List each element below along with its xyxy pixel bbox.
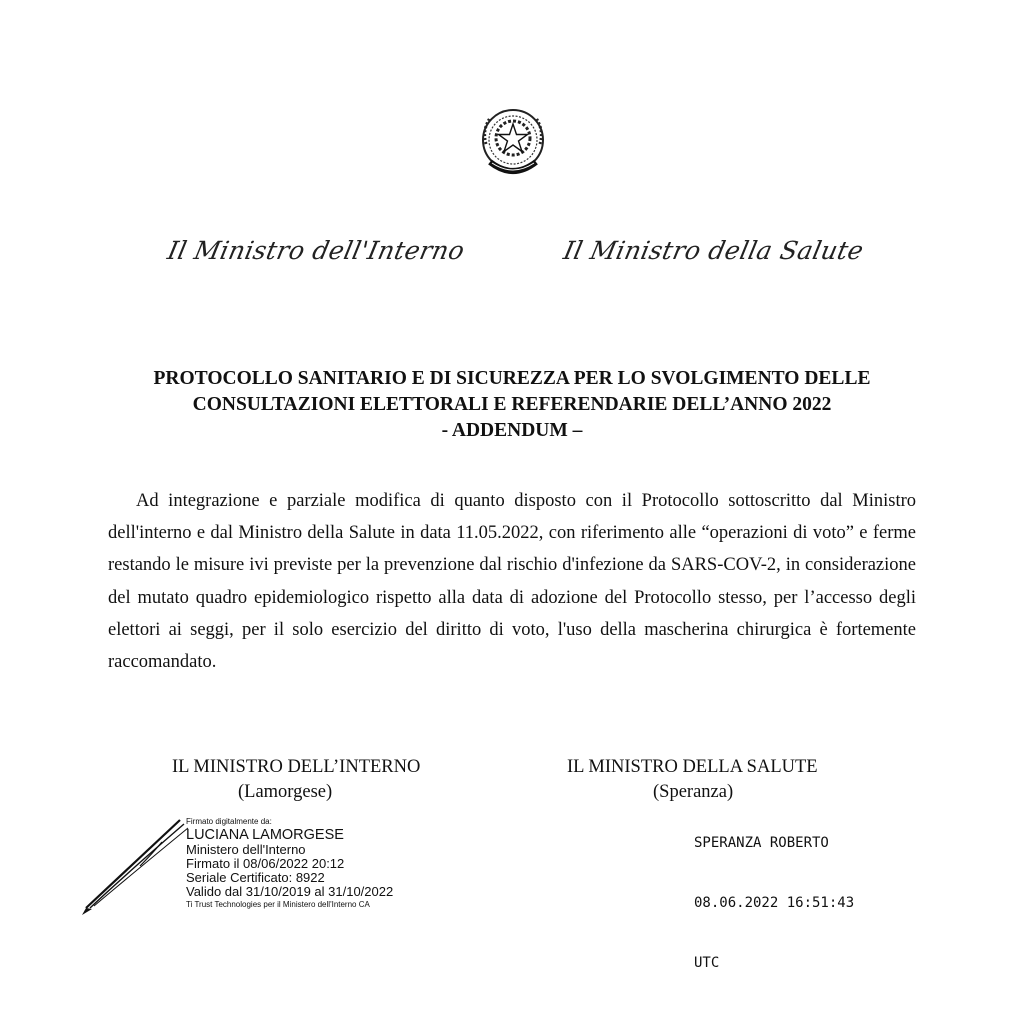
document-title <box>40 366 984 444</box>
signature-left-title: IL MINISTRO DELL’INTERNO <box>172 757 421 777</box>
title-line-1: PROTOCOLLO SANITARIO E DI SICUREZZA PER LO SVOLGIMENTO DELLE <box>153 368 871 389</box>
digital-signature-block-left <box>186 816 393 910</box>
digital-signature-stamp-right <box>694 793 854 993</box>
dsig-signer: LUCIANA LAMORGESE <box>186 827 344 843</box>
signature-left-name: (Lamorgese) <box>238 782 333 802</box>
heading-ministro-salute: Il Ministro della Salute <box>560 236 867 265</box>
dsig-header: Firmato digitalmente da: <box>186 817 272 826</box>
heading-ministro-interno: Il Ministro dell'Interno <box>164 236 468 265</box>
dsig-org: Ministero dell'Interno <box>186 842 306 857</box>
dsig-validity: Valido dal 31/10/2019 al 31/10/2022 <box>186 884 394 899</box>
dsig-signed: Firmato il 08/06/2022 20:12 <box>186 856 345 871</box>
title-line-3: - ADDENDUM – <box>441 420 583 441</box>
italian-republic-emblem-icon <box>472 100 554 182</box>
title-line-2: CONSULTAZIONI ELETTORALI E REFERENDARIE DELL’ANNO 2022 <box>192 394 832 415</box>
stamp-line-3: UTC <box>694 955 720 971</box>
signature-right-title: IL MINISTRO DELLA SALUTE <box>567 757 818 777</box>
pen-signature-icon <box>80 816 200 916</box>
body-paragraph: Ad integrazione e parziale modifica di quanto disposto con il Protocollo sottoscritto dal Ministro dell'interno e dal Ministro della Salute in data 11.05.2022, con riferimento alle “operazioni di voto” e ferme restando le misure ivi previste per la prevenzione dal rischio d'infezione da SARS-COV-2, in considerazione del mutato quadro epidemiologico rispetto alla data di adozione del Protocollo stesso, per l’accesso degli elettori ai seggi, per il solo esercizio del diritto di voto, l'uso della mascherina chirurgica è fortemente raccomandato. <box>108 491 916 673</box>
stamp-line-1: SPERANZA ROBERTO <box>694 835 829 851</box>
signature-right-name: (Speranza) <box>653 782 734 802</box>
stamp-line-2: 08.06.2022 16:51:43 <box>694 895 855 911</box>
dsig-serial: Seriale Certificato: 8922 <box>186 870 325 885</box>
dsig-issuer: Ti Trust Technologies per il Ministero dell'Interno CA <box>186 900 370 909</box>
